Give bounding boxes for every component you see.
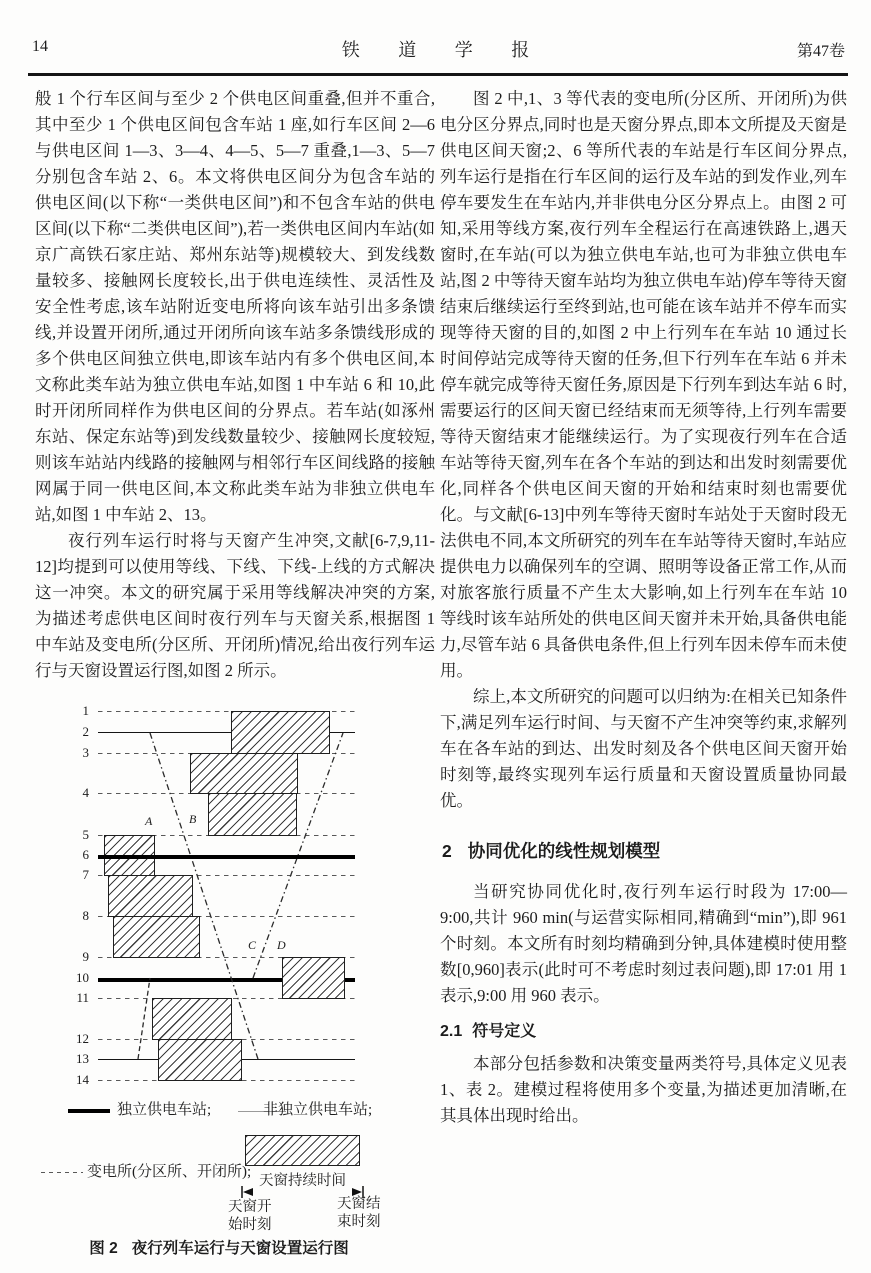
right-column [440, 86, 847, 1129]
window-block-section-3-4 [190, 753, 298, 794]
station-label: 6 [82, 847, 89, 862]
window-end-label: 天窗结束时刻 [337, 1196, 381, 1230]
dimension-right-arrow [352, 1188, 362, 1196]
section-heading-2 [442, 838, 847, 864]
paragraph: 本部分包括参数和决策变量两类符号,具体定义见表 1、表 2。建模过程将使用多个变量,为描述更加清晰,在其具体出现时给出。 [440, 1054, 847, 1125]
station-label: 12 [76, 1031, 89, 1046]
window-block-section-8-9 [113, 916, 200, 958]
station-label: 14 [76, 1072, 89, 1087]
station-line-6 [98, 855, 355, 859]
station-label: 11 [76, 990, 89, 1005]
legend-non-independent-label: 非独立供电车站; [263, 1102, 373, 1118]
paragraph: 当研究协同优化时,夜行列车运行时段为 17:00—9:00,共计 960 min(与运营实际相同,精确到“min”),即 961 个时刻。本文所有时刻均精确到分钟,具体建模时使用整数[0,960]表示(此时可不考虑时刻过表问题),即 17:01 用 1 表示,9:00 用 960 表示。 [440, 882, 847, 1005]
point-label-d: D [277, 938, 286, 952]
window-block-section-12-14 [158, 1039, 242, 1081]
legend-window-sample-rect [245, 1135, 360, 1166]
legend-dashed-line-sample [41, 1172, 83, 1173]
window-block-section-11-12 [152, 998, 232, 1040]
station-label: 9 [82, 949, 89, 964]
up-train-arrival-path [138, 978, 150, 1059]
left-column [35, 86, 435, 684]
point-label-c: C [248, 938, 257, 952]
section-number: 2 [442, 841, 452, 861]
point-label-a: A [145, 814, 153, 828]
paragraph: 般 1 个行车区间与至少 2 个供电区间重叠,但并不重合,其中至少 1 个供电区间包含车站 1 座,如行车区间 2—6 与供电区间 1—3、3—4、4—5、5—7 重叠,1—3、5—7 分别包含车站 2、6。本文将供电区间分为包含车站的供电区间(以下称“一类供电区间”)和不包含车站的供电区间(以下称“二类供电区间”),若一类供电区间内车站(如京广高铁石家庄站、郑州东站等)规模较大、到发线数量较多、接触网长度较长,出于供电连续性、灵活性及安全性考虑,该车站附近变电所将向该车站引出多条馈线,并设置开闭所,通过开闭所向该车站多条馈线形成的多个供电区间独立供电,即该车站内有多个供电区间,本文称此类车站为独立供电车站,如图 1 中车站 6 和 10,此时开闭所同样作为供电区间的分界点。若车站(如涿州东站、保定东站等)到发线数量较少、接触网长度较短,则该车站站内线路的接触网与相邻行车区间线路的接触网属于同一供电区间,本文称此类车站为非独立供电车站,如图 1 中车站 2、13。 [35, 89, 435, 524]
window-block-section-4-5 [208, 793, 297, 836]
legend-independent-label: 独立供电车站; [117, 1102, 212, 1118]
station-label: 2 [82, 724, 89, 739]
section-title: 符号定义 [472, 1023, 537, 1040]
header-rule [28, 73, 848, 76]
station-label: 4 [82, 785, 89, 800]
station-label: 7 [82, 867, 89, 882]
figure-caption-text: 夜行列车运行与天窗设置运行图 [131, 1240, 349, 1257]
figure-2-train-diagram [35, 702, 435, 1273]
station-label: 5 [82, 827, 89, 842]
window-block-section-9-11 [282, 957, 345, 999]
station-label: 13 [76, 1051, 89, 1066]
paragraph: 综上,本文所研究的问题可以归纳为:在相关已知条件下,满足列车运行时间、与天窗不产生冲突等约束,求解列车在各车站的到达、出发时刻及各个供电区间天窗开始时刻等,最终实现列车运行质量和天窗设置质量协同最优。 [440, 687, 847, 810]
section-title: 协同优化的线性规划模型 [467, 841, 661, 861]
station-label: 8 [82, 908, 89, 923]
point-label-b: B [189, 812, 197, 826]
window-block-section-1-3 [231, 711, 330, 754]
window-start-label: 天窗开始时刻 [228, 1199, 272, 1233]
journal-title: 铁 道 学 报 [341, 40, 547, 60]
figure-caption [35, 1236, 403, 1258]
window-block-section-7-8 [108, 875, 193, 917]
page-number: 14 [32, 38, 48, 55]
station-label: 1 [82, 703, 89, 718]
window-duration-label: 天窗持续时间 [259, 1173, 346, 1189]
station-label: 10 [76, 970, 89, 985]
section-number: 2.1 [440, 1023, 463, 1040]
section-heading-2-1 [440, 1019, 847, 1045]
paragraph: 夜行列车运行时将与天窗产生冲突,文献[6-7,9,11-12]均提到可以使用等线、下线、下线-上线的方式解决这一冲突。本文的研究属于采用等线解决冲突的方案,为描述考虑供电区间时夜行列车与天窗关系,根据图 1 中车站及变电所(分区所、开闭所)情况,给出夜行列车运行与天窗设置运行图,如图 2 所示。 [35, 531, 435, 680]
station-label: 3 [82, 745, 89, 760]
dimension-left-arrow [243, 1188, 253, 1196]
volume-label: 第47卷 [796, 43, 845, 60]
legend-thick-line-sample [68, 1109, 110, 1113]
figure-caption-number: 图 2 [89, 1240, 118, 1257]
legend-substation-label: 变电所(分区所、开闭所); [87, 1164, 252, 1180]
paragraph: 图 2 中,1、3 等代表的变电所(分区所、开闭所)为供电分区分界点,同时也是天窗分界点,即本文所提及天窗是供电区间天窗;2、6 等所代表的车站是行车区间分界点,列车运行是指在行车区间的运行及车站的到发作业,列车停车要发生在车站内,并非供电分区分界点上。由图 2 可知,采用等线方案,夜行列车全程运行在高速铁路上,遇天窗时,在车站(可以为独立供电车站,也可为非独立供电车站,图 2 中等待天窗车站均为独立供电车站)停车等待天窗结束后继续运行至终到站,也可能在该车站并不停车而实现等待天窗的目的,如图 2 中上行列车在车站 10 通过长时间停站完成等待天窗的任务,但下行列车在车站 6 并未停车就完成等待天窗任务,原因是下行列车到达车站 6 时,需要运行的区间天窗已经结束而无须等待,上行列车需要等待天窗结束才能继续运行。为了实现夜行列车在合适车站等待天窗,列车在各个车站的到达和出发时刻需要优化,同样各个供电区间天窗的开始和结束时刻也需要优化。与文献[6-13]中列车等待天窗时车站处于天窗时段无法供电不同,本文所研究的列车在车站等待天窗时,车站应提供电力以确保列车的空调、照明等设备正常工作,从而对旅客旅行质量不产生太大影响,如上行列车在车站 10 等线时该车站所处的供电区间天窗并未开始,具备供电能力,尽管车站 6 具备供电条件,但上行列车因未停车而未使用。 [440, 89, 847, 680]
